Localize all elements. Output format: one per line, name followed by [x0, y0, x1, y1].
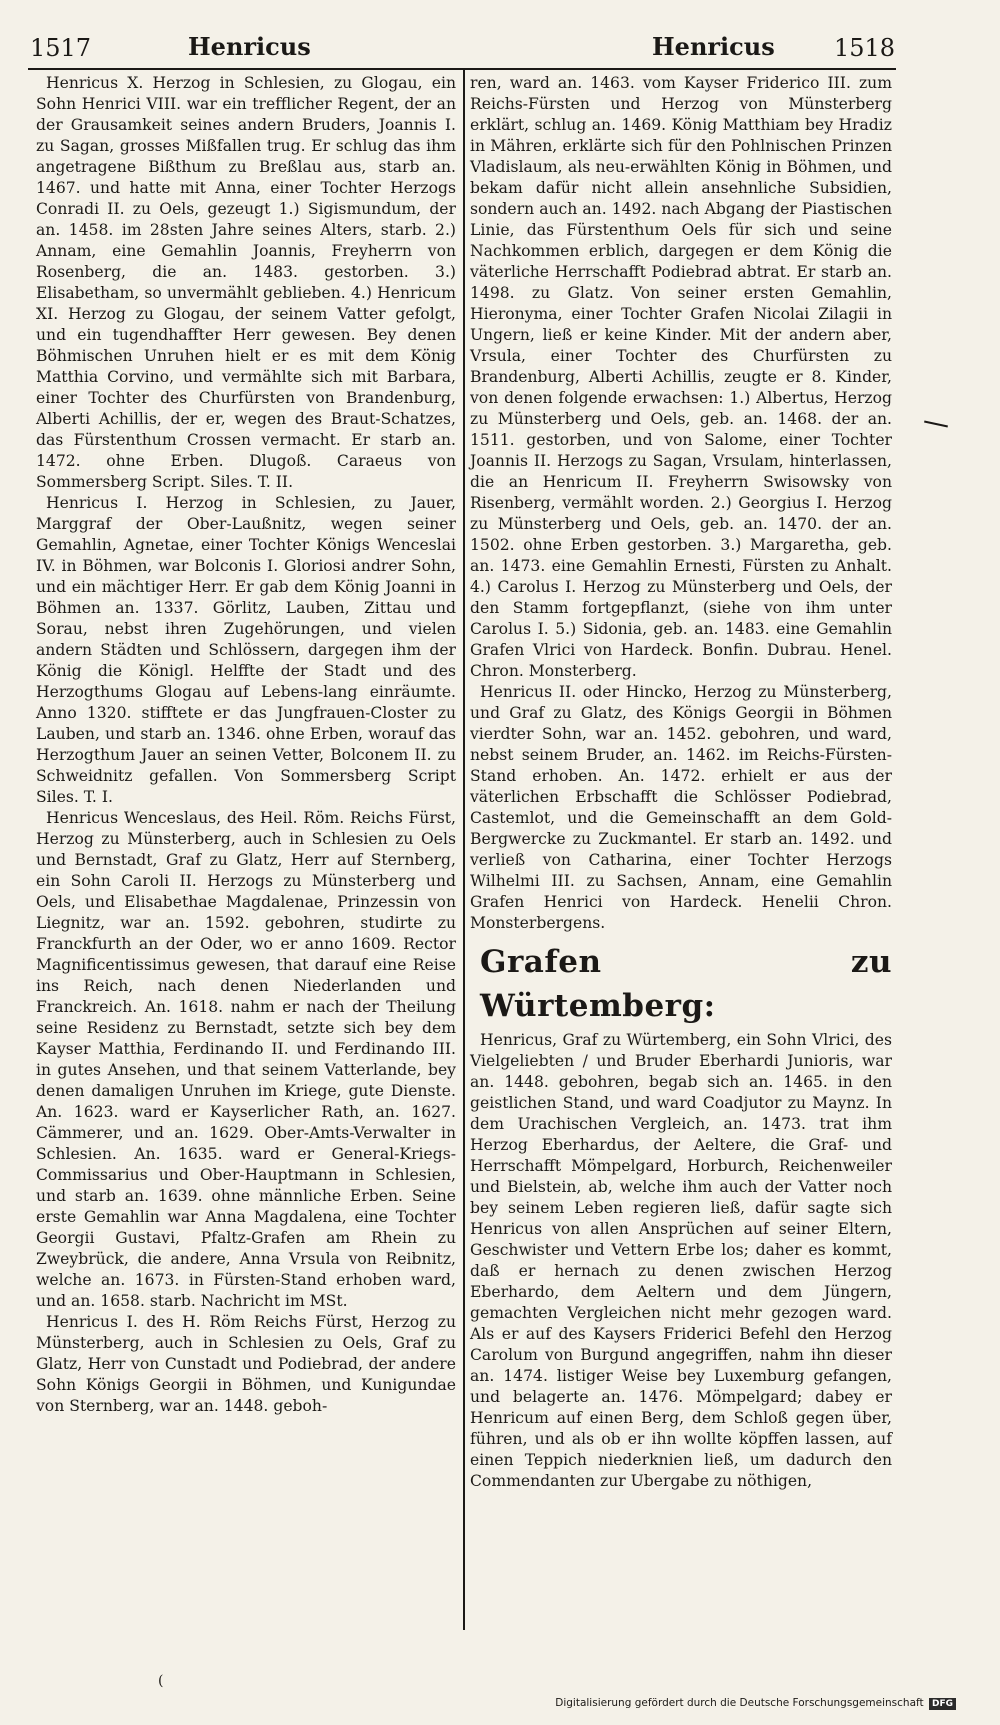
entry-henricus-ii-hincko: Henricus II. oder Hincko, Herzog zu Münsterberg, und Graf zu Glatz, des Königs Georgii in Böhmen vierdter Sohn, war an. 1452. gebohren, und ward, nebst seinem Bruder, an. 1462. im Reichs-Fürsten-Stand erhoben. An. 1472. erhielt er aus der väterlichen Erbschafft die Schlösser Podiebrad, Castemlot, und die Gemeinschafft an dem Gold-Bergwercke zu Zuckmantel. Er starb an. 1492. und verließ von Catharina, einer Tochter Herzogs Wilhelmi III. zu Sachsen, Annam, eine Gemahlin Grafen Henrici von Hardeck. Henelii Chron. Monsterbergens.	[470, 683, 892, 932]
running-head-left: Henricus	[188, 32, 311, 61]
page-number-left: 1517	[30, 34, 92, 62]
running-head-right: Henricus	[652, 32, 775, 61]
entry-henricus-x-glogau: Henricus X. Herzog in Schlesien, zu Glogau, ein Sohn Henrici VIII. war ein trefflicher Regent, der an der Grausamkeit seines andern Bruders, Joannis I. zu Sagan, grosses Mißfallen trug. Er schlug das ihm angetragene Bißthum zu Breßlau aus, starb an. 1467. und hatte mit Anna, einer Tochter Herzogs Conradi II. zu Oels, gezeugt 1.) Sigismundum, der an. 1458. im 28sten Jahre seines Alters, starb. 2.) Annam, eine Gemahlin Joannis, Freyherrn von Rosenberg, die an. 1483. gestorben. 3.) Elisabetham, so unvermählt geblieben. 4.) Henricum XI. Herzog zu Glogau, der seinem Vatter gefolgt, und ein tugendhaffter Herr gewesen. Bey denen Böhmischen Unruhen hielt er es mit dem König Matthia Corvino, und vermählte sich mit Barbara, einer Tochter des Churfürsten von Brandenburg, Alberti Achillis, der er, wegen des Braut-Schatzes, das Fürstenthum Crossen vermacht. Er starb an. 1472. ohne Erben. Dlugoß. Caraeus von Sommersberg Script. Siles. T. II.	[36, 74, 456, 491]
entry-henricus-i-muensterberg: Henricus I. des H. Röm Reichs Fürst, Herzog zu Münsterberg, auch in Schlesien zu Oels, Graf zu Glatz, Herr von Cunstadt und Podiebrad, der andere Sohn Königs Georgii in Böhmen, und Kunigundae von Sternberg, war an. 1448. geboh-	[36, 1313, 456, 1415]
header-rule	[28, 68, 896, 70]
right-column	[470, 73, 892, 1492]
entry-henricus-wenceslaus: Henricus Wenceslaus, des Heil. Röm. Reichs Fürst, Herzog zu Münsterberg, auch in Schlesien zu Oels und Bernstadt, Graf zu Glatz, Herr auf Sternberg, ein Sohn Caroli II. Herzogs zu Münsterberg und Oels, und Elisabethae Magdalenae, Prinzessin von Liegnitz, war an. 1592. gebohren, studirte zu Franckfurth an der Oder, wo er anno 1609. Rector Magnificentissimus gewesen, that darauf eine Reise ins Reich, nach denen Niederlanden und Franckreich. An. 1618. nahm er nach der Theilung seine Residenz zu Bernstadt, setzte sich bey dem Kayser Matthia, Ferdinando II. und Ferdinando III. in gutes Ansehen, und that seinem Vatterlande, bey denen damaligen Unruhen im Kriege, gute Dienste. An. 1623. ward er Kayserlicher Rath, an. 1627. Cämmerer, und an. 1629. Ober-Amts-Verwalter in Schlesien. An. 1635. ward er General-Kriegs-Commissarius und Ober-Hauptmann in Schlesien, und starb an. 1639. ohne männliche Erben. Seine erste Gemahlin war Anna Magdalena, eine Tochter Georgii Gustavi, Pfaltz-Grafen am Rhein zu Zweybrück, die andere, Anna Vrsula von Reibnitz, welche an. 1673. in Fürsten-Stand erhoben ward, und an. 1658. starb. Nachricht im MSt.	[36, 809, 456, 1310]
column-divider	[463, 70, 465, 1630]
stray-ink-mark: (	[158, 1673, 164, 1689]
digitization-footer	[555, 1697, 956, 1710]
dfg-badge: DFG	[929, 1698, 956, 1710]
entry-henricus-wuerttemberg: Henricus, Graf zu Würtemberg, ein Sohn Vlrici, des Vielgeliebten / und Bruder Eberhardi Junioris, war an. 1448. gebohren, begab sich an. 1465. in den geistlichen Stand, und ward Coadjutor zu Maynz. In dem Urachischen Vergleich, an. 1473. trat ihm Herzog Eberhardus, der Aeltere, die Graf- und Herrschafft Mömpelgard, Horburch, Reichenweiler und Bielstein, ab, welche ihm auch der Vatter noch bey seinem Leben regieren ließ, dafür sagte sich Henricus von allen Ansprüchen auf seiner Eltern, Geschwister und Vettern Erbe los; daher es kommt, daß er hernach zu denen zwischen Herzog Eberhardo, dem Aeltern und dem Jüngern, gemachten Vergleichen nicht mehr gezogen ward. Als er auf des Kaysers Friderici Befehl den Herzog Carolum von Burgund angegriffen, nahm ihn dieser an. 1474. listiger Weise bey Luxemburg gefangen, und belagerte an. 1476. Mömpelgard; dabey er Henricum auf einen Berg, dem Schloß gegen über, führen, und als ob er ihn wollte köpffen lassen, auf einen Teppich niederknien ließ, um dadurch den Commendanten zur Ubergabe zu nöthigen,	[470, 1031, 892, 1490]
entry-henricus-i-jauer: Henricus I. Herzog in Schlesien, zu Jauer, Marggraf der Ober-Laußnitz, wegen seiner Gemahlin, Agnetae, einer Tochter Königs Wenceslai IV. in Böhmen, war Bolconis I. Gloriosi andrer Sohn, und ein mächtiger Herr. Er gab dem König Joanni in Böhmen an. 1337. Görlitz, Lauben, Zittau und Sorau, nebst ihren Zugehörungen, und vielen andern Städten und Schlössern, dargegen ihm der König die Königl. Helffte der Stadt und des Herzogthums Glogau auf Lebens-lang einräumte. Anno 1320. stifftete er das Jungfrauen-Closter zu Lauben, und starb an. 1346. ohne Erben, worauf das Herzogthum Jauer an seinen Vetter, Bolconem II. zu Schweidnitz gefallen. Von Sommersberg Script Siles. T. I.	[36, 494, 456, 806]
section-heading: Grafen zu Würtemberg:	[480, 944, 892, 1024]
footer-text: Digitalisierung gefördert durch die Deutsche Forschungsgemeinschaft	[555, 1697, 924, 1709]
margin-dash-mark	[924, 421, 948, 428]
left-column	[36, 73, 456, 1417]
page-number-right: 1518	[834, 34, 896, 62]
entry-continuation: ren, ward an. 1463. vom Kayser Friderico III. zum Reichs-Fürsten und Herzog von Münsterberg erklärt, schlug an. 1469. König Matthiam bey Hradiz in Mähren, erklärte sich für den Pohlnischen Prinzen Vladislaum, als neu-erwählten König in Böhmen, und bekam dafür nicht allein ansehnliche Subsidien, sondern auch an. 1492. nach Abgang der Piastischen Linie, das Fürstenthum Oels für sich und seine Nachkommen erblich, dargegen er dem König die väterliche Herrschafft Podiebrad abtrat. Er starb an. 1498. zu Glatz. Von seiner ersten Gemahlin, Hieronyma, einer Tochter Grafen Nicolai Zilagii in Ungern, ließ er keine Kinder. Mit der andern aber, Vrsula, einer Tochter des Churfürsten zu Brandenburg, Alberti Achillis, zeugte er 8. Kinder, von denen folgende erwachsen: 1.) Albertus, Herzog zu Münsterberg und Oels, geb. an. 1468. der an. 1511. gestorben, und von Salome, einer Tochter Joannis II. Herzogs zu Sagan, Vrsulam, hinterlassen, die an Henricum II. Freyherrn Swisowsky von Risenberg, vermählt worden. 2.) Georgius I. Herzog zu Münsterberg und Oels, geb. an. 1470. der an. 1502. ohne Erben gestorben. 3.) Margaretha, geb. an. 1473. eine Gemahlin Ernesti, Fürsten zu Anhalt. 4.) Carolus I. Herzog zu Münsterberg und Oels, der den Stamm fortgepflanzt, (siehe von ihm unter Carolus I. 5.) Sidonia, geb. an. 1483. eine Gemahlin Grafen Vlrici von Hardeck. Bonfin. Dubrau. Henel. Chron. Monsterberg.	[470, 74, 892, 680]
